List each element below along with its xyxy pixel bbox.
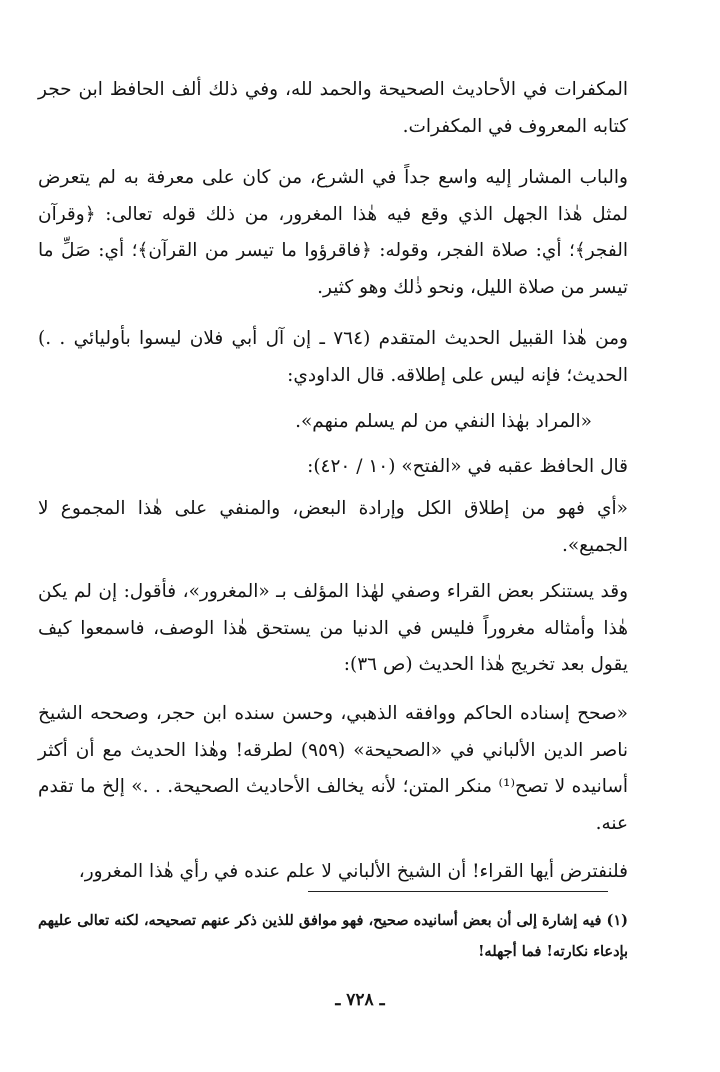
- quote-daoudi: «المراد بهٰذا النفي من لم يسلم منهم».: [295, 411, 592, 432]
- paragraph-1: المكفرات في الأحاديث الصحيحة والحمد لله، وفي ذلك ألف الحافظ ابن حجر كتابه المعروف في المكفرات.: [38, 79, 628, 137]
- footnote-separator: [308, 891, 608, 892]
- quote-fath: «أي فهو من إطلاق الكل وإرادة البعض، والمنفي على هٰذا المجموع لا الجميع».: [38, 498, 628, 556]
- page-number: ـ ٧٢٨ ـ: [335, 990, 385, 1010]
- paragraph-3: ومن هٰذا القبيل الحديث المتقدم (٧٦٤ ـ إن آل أبي فلان ليسوا بأوليائي . .) الحديث؛ فإنه ليس على إطلاقه. قال الداودي:: [38, 328, 628, 386]
- paragraph-5: وقد يستنكر بعض القراء وصفي لهٰذا المؤلف بـ «المغرور»، فأقول: إن لم يكن هٰذا وأمثاله مغروراً فليس في الدنيا من يستحق هٰذا الوصف، فاسمعوا كيف يقول بعد تخريج هٰذا الحديث (ص ٣٦):: [38, 581, 628, 675]
- paragraph-6: فلنفترض أيها القراء! أن الشيخ الألباني لا علم عنده في رأي هٰذا المغرور،: [78, 861, 628, 882]
- footnote-1: (١) فيه إشارة إلى أن بعض أسانيده صحيح، فهو موافق للذين ذكر عنهم تصحيحه، لكنه تعالى عليهم بإدعاء نكارته! فما أجهله!: [38, 912, 628, 960]
- paragraph-4: قال الحافظ عقبه في «الفتح» (١٠ / ٤٢٠):: [307, 456, 628, 477]
- quote-author: «صحح إسناده الحاكم ووافقه الذهبي، وحسن سنده ابن حجر، وصححه الشيخ ناصر الدين الألباني في «الصحيحة» (٩٥٩) لطرقه! وهٰذا الحديث مع أن أكثر أسانيده لا تصح⁽¹⁾ منكر المتن؛ لأنه يخالف الأحاديث الصحيحة. . .» إلخ ما تقدم عنه.: [38, 703, 629, 834]
- paragraph-2: والباب المشار إليه واسع جداً في الشرع، من كان على معرفة به لم يتعرض لمثل هٰذا الجهل الذي وقع فيه هٰذا المغرور، من ذلك قوله تعالى: ﴿وقرآن الفجر﴾؛ أي: صلاة الفجر، وقوله: ﴿فاقرؤوا ما تيسر من القرآن﴾؛ أي: صَلِّ ما تيسر من صلاة الليل، ونحو ذٰلك وهو كثير.: [38, 167, 628, 298]
